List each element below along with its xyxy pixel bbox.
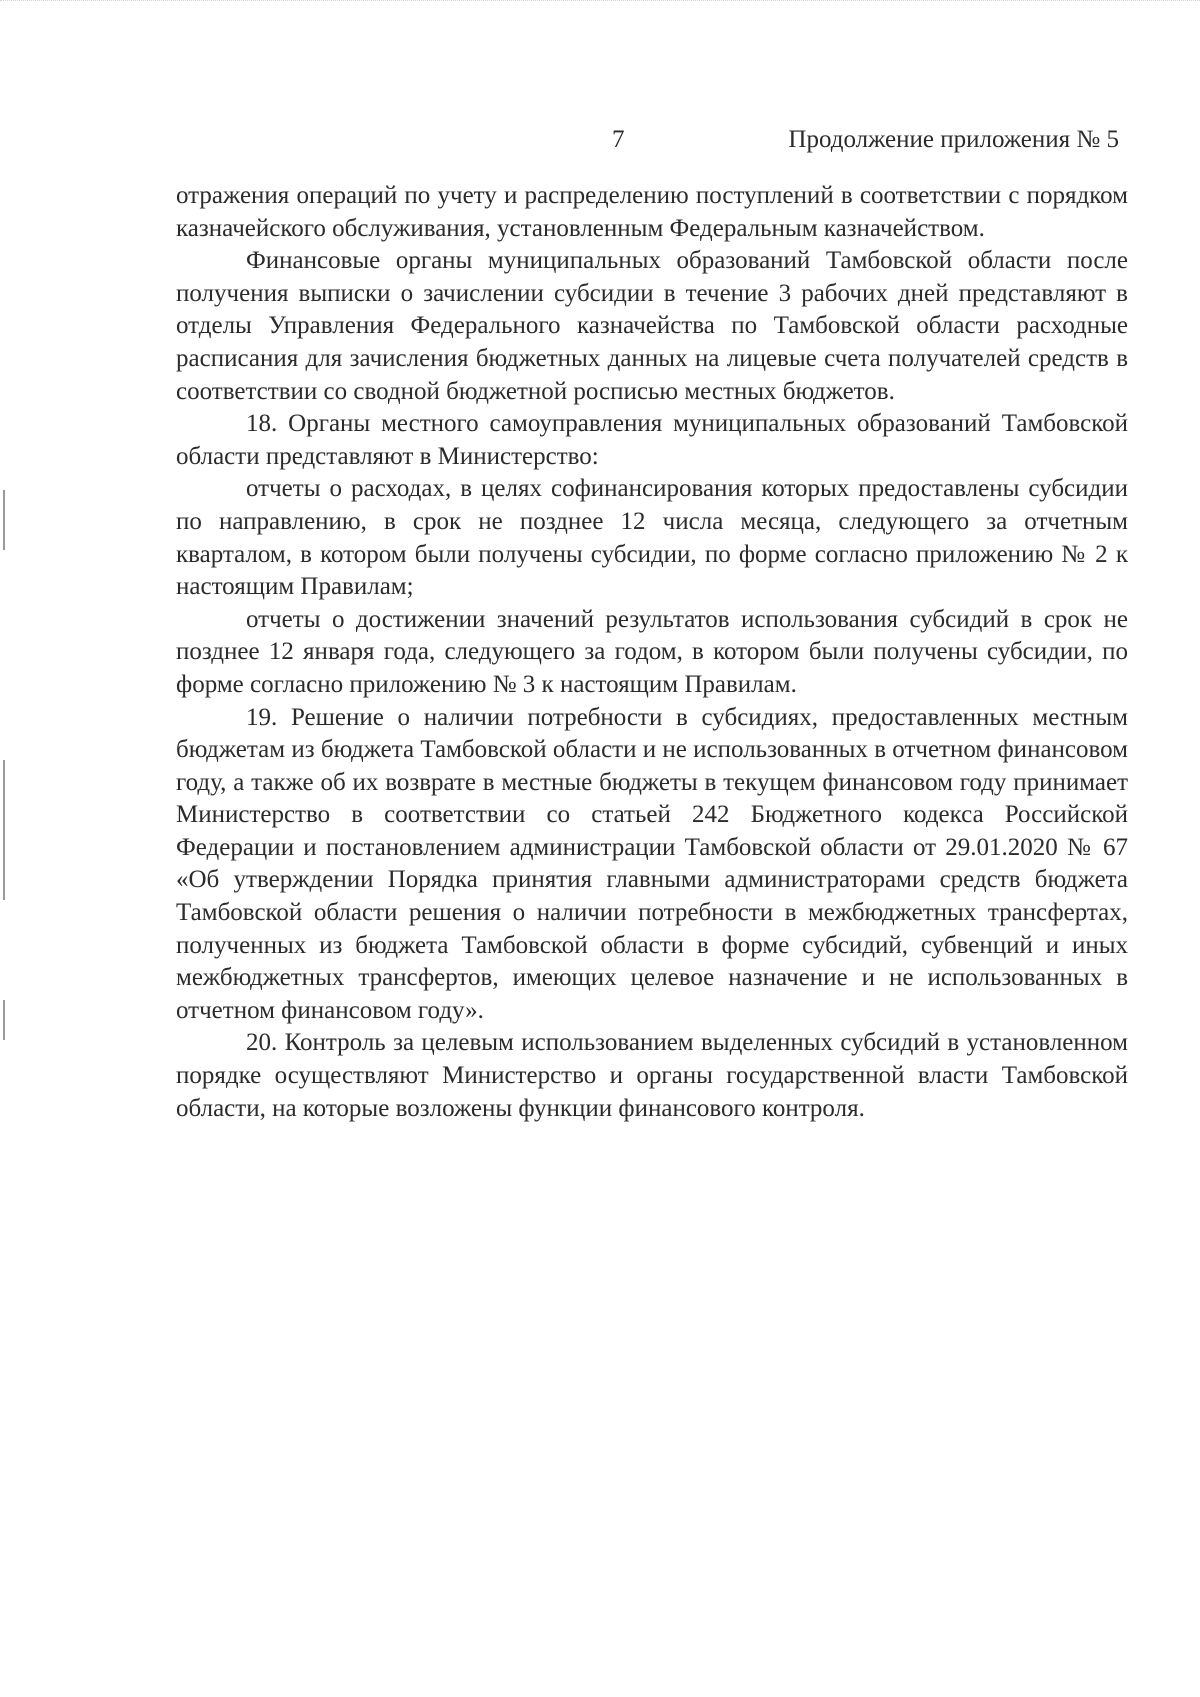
scan-edge-mark	[3, 490, 5, 550]
scan-edge-mark	[3, 1000, 5, 1040]
paragraph-item-20: 20. Контроль за целевым использованием выделенных субсидий в установленном порядке осуществляют Министерство и органы государственной власти Тамбовской области, на которые возложены функции финансового контроля.	[176, 1029, 1128, 1122]
appendix-continuation-label: Продолжение приложения № 5	[788, 126, 1119, 153]
scan-edge-mark	[3, 760, 5, 900]
paragraph-expense-reports: отчеты о расходах, в целях софинансирования которых предоставлены субсидии по направлению, в срок не позднее 12 числа месяца, следующего за отчетным кварталом, в котором были получены субсидии, по форме согласно приложению № 2 к настоящим Правилам;	[176, 475, 1128, 601]
page-number: 7	[612, 126, 625, 153]
scan-top-edge	[0, 0, 1200, 7]
page-header	[0, 122, 1200, 158]
paragraph-item-19: 19. Решение о наличии потребности в субсидиях, предоставленных местным бюджетам из бюджета Тамбовской области и не использованных в отчетном финансовом году, а также об их возврате в местные бюджеты в текущем финансовом году принимает Министерство в соответствии со статьей 242 Бюджетного кодекса Российской Федерации и постановлением администрации Тамбовской области от 29.01.2020 № 67 «Об утверждении Порядка принятия главными администраторами средств бюджета Тамбовской области решения о наличии потребности в межбюджетных трансфертах, полученных из бюджета Тамбовской области в форме субсидий, субвенций и иных межбюджетных трансфертов, имеющих целевое назначение и не использованных в отчетном финансовом году».	[176, 703, 1128, 1024]
paragraph-results-reports: отчеты о достижении значений результатов использования субсидий в срок не позднее 12 января года, следующего за годом, в котором были получены субсидии, по форме согласно приложению № 3 к настоящим Правилам.	[176, 605, 1128, 698]
paragraph-financial-bodies: Финансовые органы муниципальных образований Тамбовской области после получения выписки о зачислении субсидии в течение 3 рабочих дней представляют в отделы Управления Федерального казначейства по Тамбовской области расходные расписания для зачисления бюджетных данных на лицевые счета получателей средств в соответствии со сводной бюджетной росписью местных бюджетов.	[176, 247, 1128, 405]
paragraph-item-18: 18. Органы местного самоуправления муниципальных образований Тамбовской области представляют в Министерство:	[176, 410, 1128, 470]
paragraph-continued-text: отражения операций по учету и распределению поступлений в соответствии с порядком казначейского обслуживания, установленным Федеральным казначейством.	[176, 182, 1128, 242]
document-body	[176, 180, 1128, 1125]
